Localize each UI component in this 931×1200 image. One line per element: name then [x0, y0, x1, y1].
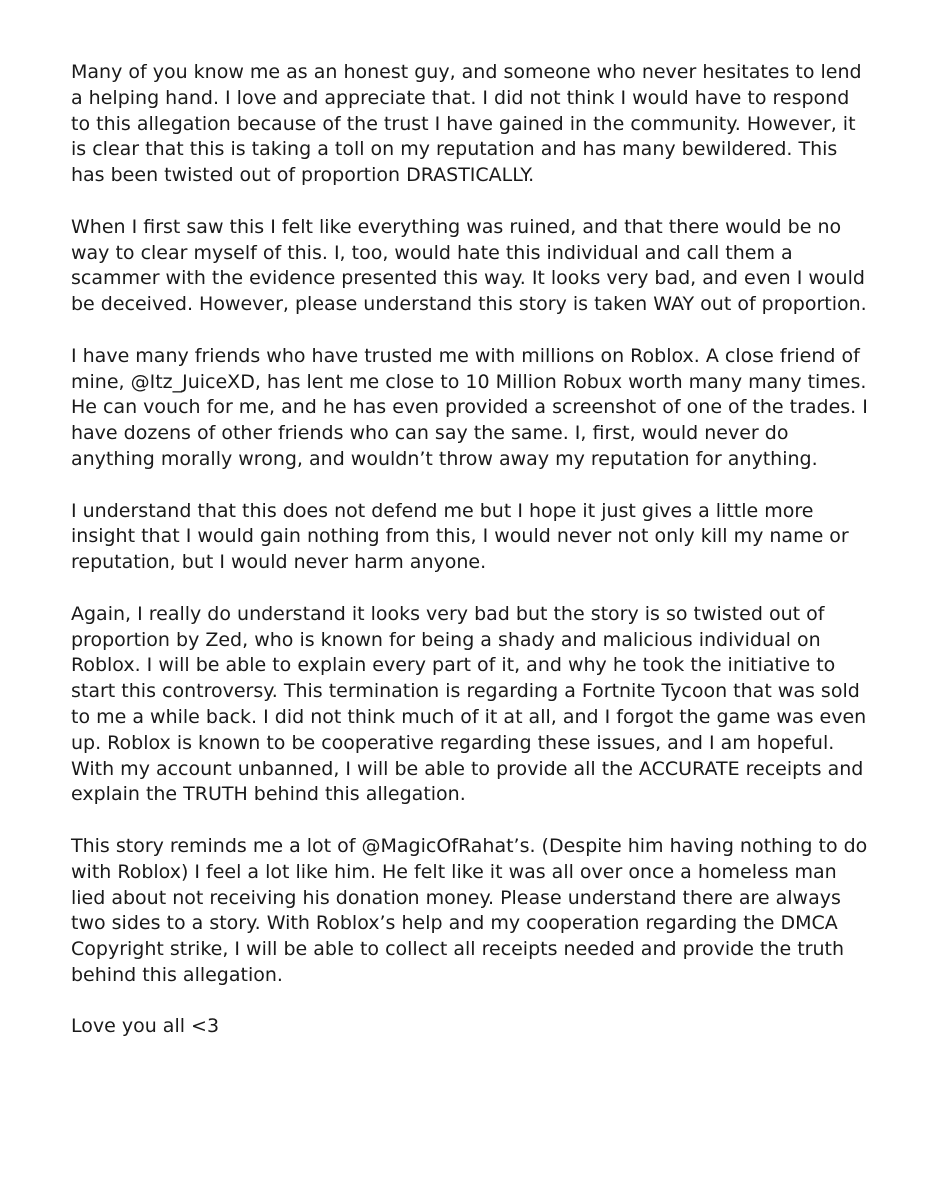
paragraph-comparison: This story reminds me a lot of @MagicOfRahat’s. (Despite him having nothing to do with Roblox) I feel a lot like him. He felt like it was all over once a homeless man lied about not receiving his donation money. Please understand there are always two sides to a story. With Roblox’s help and my cooperation regarding the DMCA Copyright strike, I will be able to collect all receipts needed and provide the truth behind this allegation.	[71, 834, 868, 986]
paragraph-intro: Many of you know me as an honest guy, and someone who never hesitates to lend a helping hand. I love and appreciate that. I did not think I would have to respond to this allegation because of the trust I have gained in the community. However, it is clear that this is taking a toll on my reputation and has many bewildered. This has been twisted out of proportion DRASTICALLY.	[71, 61, 862, 187]
statement-document	[71, 60, 871, 1040]
paragraph-friends: I have many friends who have trusted me with millions on Roblox. A close friend of mine, @Itz_JuiceXD, has lent me close to 10 Million Robux worth many many times. He can vouch for me, and he has even provided a screenshot of one of the trades. I have dozens of other friends who can say the same. I, first, would never do anything morally wrong, and wouldn’t throw away my reputation for anything.	[71, 344, 868, 470]
paragraph-signoff: Love you all <3	[71, 1015, 220, 1038]
paragraph-explanation: Again, I really do understand it looks very bad but the story is so twisted out of proportion by Zed, who is known for being a shady and malicious individual on Roblox. I will be able to explain every part of it, and why he took the initiative to start this controversy. This termination is regarding a Fortnite Tycoon that was sold to me a while back. I did not think much of it at all, and I forgot the game was even up. Roblox is known to be cooperative regarding these issues, and I am hopeful. With my account unbanned, I will be able to provide all the ACCURATE receipts and explain the TRUTH behind this allegation.	[71, 602, 867, 806]
paragraph-insight: I understand that this does not defend me but I hope it just gives a little more insight that I would gain nothing from this, I would never not only kill my name or reputation, but I would never harm anyone.	[71, 499, 849, 574]
paragraph-first-reaction: When I first saw this I felt like everything was ruined, and that there would be no way to clear myself of this. I, too, would hate this individual and call them a scammer with the evidence presented this way. It looks very bad, and even I would be deceived. However, please understand this story is taken WAY out of proportion.	[71, 215, 867, 316]
